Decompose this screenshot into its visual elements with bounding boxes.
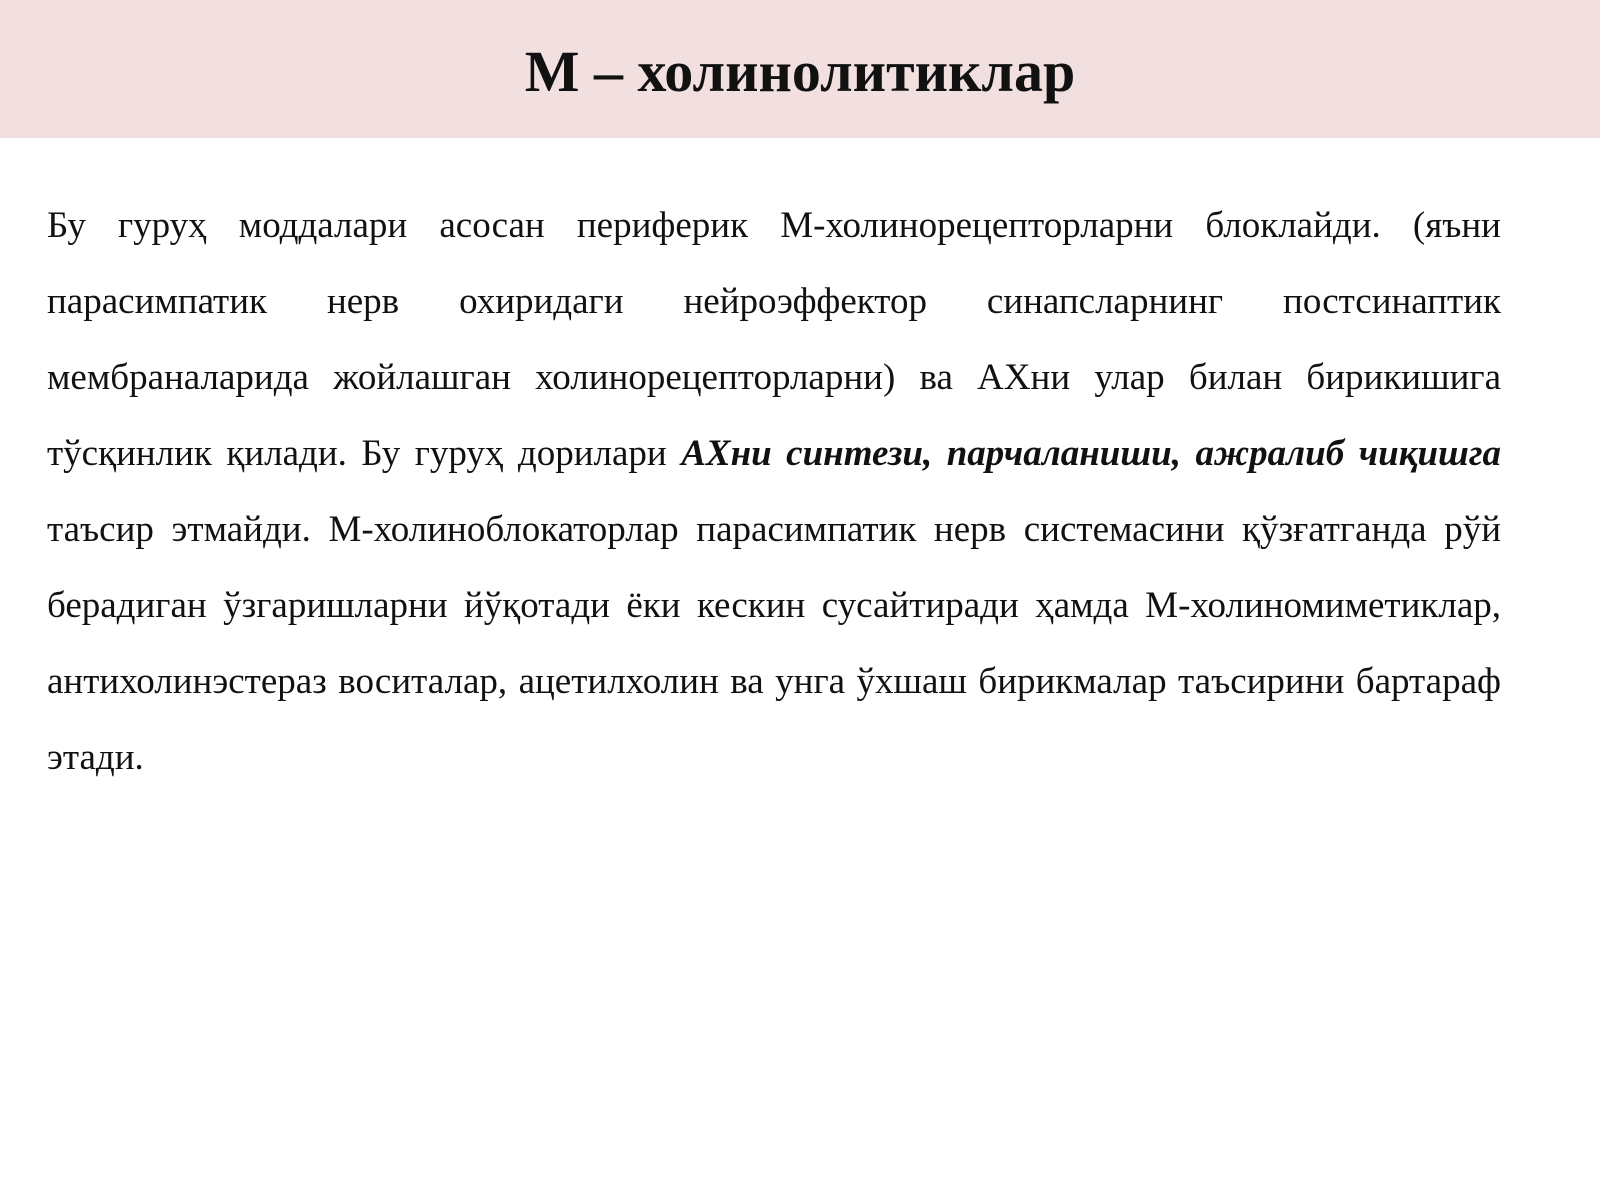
- body-text-part1: Бу гуруҳ моддалари асосан периферик М-холинорецепторларни блоклайди. (яъни парасимпатик нерв охиридаги нейроэффектор синапсларнинг постсинаптик мембраналарида жойлашган холинорецепторларни) ва АХни улар билан бирикишига тўсқинлик қилади. Бу гуруҳ дорилари: [47, 205, 1501, 474]
- body-text-emphasis: АХни синтези, парчаланиши, ажралиб чиқишга: [681, 433, 1502, 474]
- body-paragraph: [47, 188, 1501, 796]
- slide-title: М – холинолитиклар: [524, 39, 1076, 104]
- body-text-part2: таъсир этмайди. М-холиноблокаторлар парасимпатик нерв системасини қўзғатганда рўй берадиган ўзгаришларни йўқотади ёки кескин сусайтиради ҳамда М-холиномиметиклар, антихолинэстераз воситалар, ацетилхолин ва унга ўхшаш бирикмалар таъсирини бартараф этади.: [47, 509, 1501, 778]
